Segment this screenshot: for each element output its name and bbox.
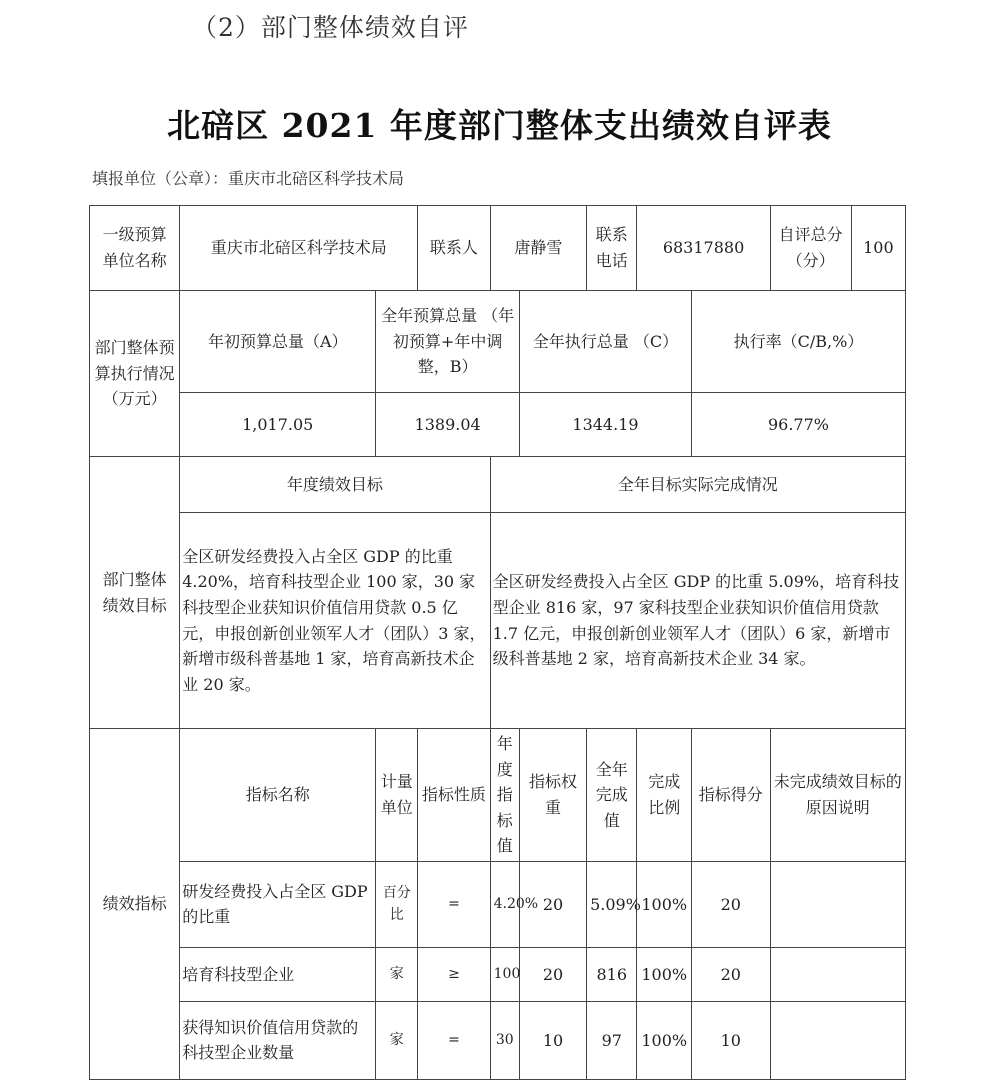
budget-col-rate: 执行率（C/B,%）	[691, 291, 905, 393]
ind-reason	[770, 947, 905, 1001]
budget-val-b: 1389.04	[376, 393, 520, 457]
budget-col-a: 年初预算总量（A）	[180, 291, 376, 393]
contact-label: 联系人	[418, 206, 490, 291]
ind-header-actual: 全年完成值	[587, 729, 637, 862]
ind-ratio: 100%	[637, 947, 692, 1001]
ind-name: 获得知识价值信用贷款的科技型企业数量	[180, 1001, 376, 1079]
self-score-value: 100	[863, 238, 894, 258]
ind-ratio: 100%	[637, 861, 692, 947]
goals-annual-text: 全区研发经费投入占全区 GDP 的比重 4.20%，培育科技型企业 100 家，30 家科技型企业获知识价值信用贷款 0.5 亿元，申报创新创业领军人才（团队）3 家，新增市级科普基地 1 家，培育高新技术企业 20 家。	[180, 513, 490, 729]
ind-nature: ≥	[418, 947, 490, 1001]
budget-header-row	[90, 291, 906, 393]
indicators-header-row	[90, 729, 906, 862]
ind-header-unit: 计量单位	[376, 729, 418, 862]
ind-target: 30	[490, 1001, 519, 1079]
ind-target: 100	[490, 947, 519, 1001]
unit-name-label: 一级预算 单位名称	[90, 206, 180, 291]
performance-evaluation-table	[89, 205, 906, 1080]
ind-header-score: 指标得分	[691, 729, 770, 862]
reporting-unit-label: 填报单位（公章）：重庆市北碚区科学技术局	[92, 169, 405, 188]
contact-value: 唐静雪	[490, 206, 586, 291]
unit-name-value: 重庆市北碚区科学技术局	[180, 206, 418, 291]
score-subtable	[771, 206, 905, 290]
table-row	[90, 1001, 906, 1079]
budget-val-rate: 96.77%	[691, 393, 905, 457]
ind-weight: 20	[519, 947, 586, 1001]
ind-nature: =	[418, 861, 490, 947]
ind-unit: 家	[376, 947, 418, 1001]
ind-reason	[770, 1001, 905, 1079]
budget-val-c: 1344.19	[519, 393, 691, 457]
ind-header-nature: 指标性质	[418, 729, 490, 862]
indicators-row-label: 绩效指标	[90, 729, 180, 1080]
ind-actual: 816	[587, 947, 637, 1001]
ind-header-name: 指标名称	[180, 729, 376, 862]
goals-content-row	[90, 513, 906, 729]
goals-annual-header: 年度绩效目标	[180, 457, 490, 513]
score-cell	[770, 206, 905, 291]
phone-value: 68317880	[637, 206, 770, 291]
table-row	[90, 861, 906, 947]
table-row	[90, 947, 906, 1001]
ind-unit: 百分比	[376, 861, 418, 947]
ind-weight: 20	[519, 861, 586, 947]
ind-score: 20	[691, 861, 770, 947]
ind-target: 4.20%	[490, 861, 519, 947]
ind-nature: =	[418, 1001, 490, 1079]
ind-weight: 10	[519, 1001, 586, 1079]
budget-col-c: 全年执行总量 （C）	[519, 291, 691, 393]
ind-header-target: 年度指标值	[490, 729, 519, 862]
ind-header-reason: 未完成绩效目标的原因说明	[770, 729, 905, 862]
page-title: 北碚区 2021 年度部门整体支出绩效自评表	[167, 106, 832, 145]
goals-header-row	[90, 457, 906, 513]
goals-row-label: 部门整体 绩效目标	[90, 457, 180, 729]
ind-actual: 5.09%	[587, 861, 637, 947]
ind-header-ratio: 完成比例	[637, 729, 692, 862]
goals-actual-text: 全区研发经费投入占全区 GDP 的比重 5.09%，培育科技型企业 816 家，97 家科技型企业获知识价值信用贷款 1.7 亿元，申报创新创业领军人才（团队）6 家，新增市级科普基地 2 家，培育高新技术企业 34 家。	[490, 513, 905, 729]
budget-row-label: 部门整体预算执行情况（万元）	[90, 291, 180, 457]
ind-score: 20	[691, 947, 770, 1001]
ind-ratio: 100%	[637, 1001, 692, 1079]
ind-reason	[770, 861, 905, 947]
goals-actual-header: 全年目标实际完成情况	[490, 457, 905, 513]
budget-value-row	[90, 393, 906, 457]
unit-info-row	[90, 206, 906, 291]
ind-name: 培育科技型企业	[180, 947, 376, 1001]
ind-name: 研发经费投入占全区 GDP 的比重	[180, 861, 376, 947]
ind-unit: 家	[376, 1001, 418, 1079]
ind-actual: 97	[587, 1001, 637, 1079]
budget-col-b: 全年预算总量 （年初预算+年中调整，B）	[376, 291, 520, 393]
self-score-label: 自评总分（分）	[771, 206, 852, 290]
ind-score: 10	[691, 1001, 770, 1079]
budget-val-a: 1,017.05	[180, 393, 376, 457]
ind-header-weight: 指标权重	[519, 729, 586, 862]
phone-label: 联系电话	[587, 206, 637, 291]
section-heading: （2）部门整体绩效自评	[192, 13, 469, 42]
